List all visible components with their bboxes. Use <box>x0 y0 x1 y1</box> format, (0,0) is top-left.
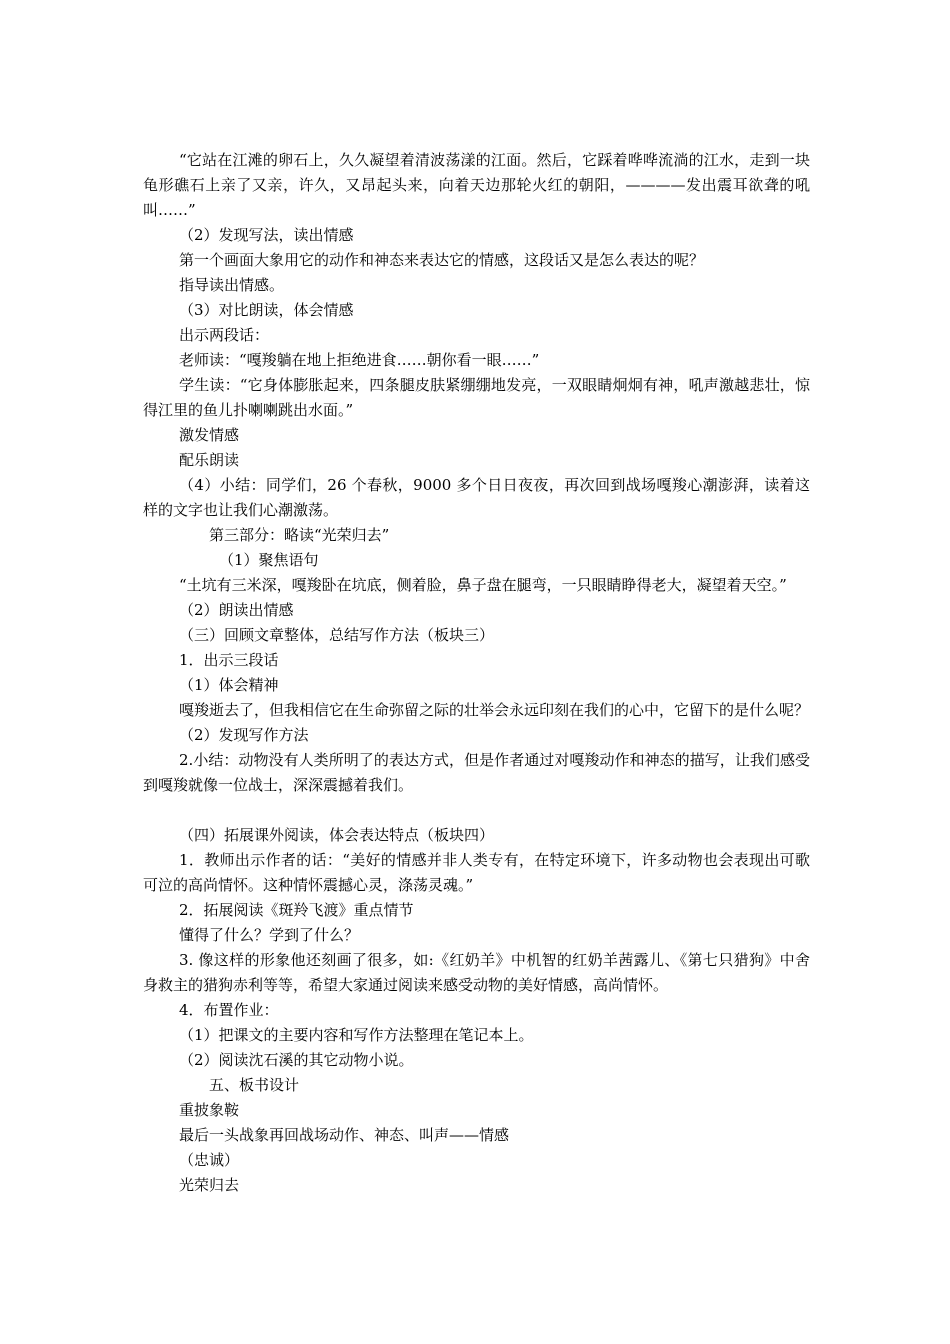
board-line: 光荣归去 <box>179 1176 240 1194</box>
blank-line <box>143 798 810 823</box>
paragraph: 学生读：“它身体膨胀起来，四条腿皮肤紧绷绷地发亮，一双眼睛炯炯有神，吼声激越悲壮，惊得江里的鱼儿扑喇喇跳出水面。” <box>143 376 810 419</box>
paragraph: （2）发现写作方法 <box>179 726 309 744</box>
paragraph: 2．拓展阅读《斑羚飞渡》重点情节 <box>179 901 414 919</box>
paragraph: 3. 像这样的形象他还刻画了很多，如:《红奶羊》中机智的红奶羊茜露儿、《第七只猎狗》中舍身救主的猎狗赤利等等，希望大家通过阅读来感受动物的美好情感，高尚情怀。 <box>143 951 810 994</box>
paragraph: 第一个画面大象用它的动作和神态来表达它的情感，这段话又是怎么表达的呢？ <box>179 251 705 269</box>
paragraph: 1．教师出示作者的话：“美好的情感并非人类专有，在特定环境下，许多动物也会表现出可歌可泣的高尚情怀。这种情怀震撼心灵，涤荡灵魂。” <box>143 851 810 894</box>
paragraph: （3）对比朗读，体会情感 <box>179 301 354 319</box>
board-line: （忠诚） <box>179 1151 240 1169</box>
paragraph: 激发情感 <box>179 426 240 444</box>
paragraph: 嘎羧逝去了，但我相信它在生命弥留之际的壮举会永远印刻在我们的心中，它留下的是什么呢？ <box>179 701 810 719</box>
paragraph: 配乐朗读 <box>179 451 240 469</box>
section-heading: 五、板书设计 <box>209 1076 300 1094</box>
section-heading: （三）回顾文章整体，总结写作方法（板块三） <box>179 626 495 644</box>
paragraph: 4．布置作业： <box>179 1001 279 1019</box>
section-heading: 第三部分：略读“光荣归去” <box>209 526 390 544</box>
board-line: 重披象鞍 <box>179 1101 240 1119</box>
paragraph: 1．出示三段话 <box>179 651 279 669</box>
paragraph: 出示两段话： <box>179 326 270 344</box>
section-heading: （四）拓展课外阅读，体会表达特点（板块四） <box>179 826 495 844</box>
document-body <box>143 148 810 1198</box>
board-line: 最后一头战象再回战场动作、神态、叫声——情感 <box>179 1126 510 1144</box>
paragraph: 指导读出情感。 <box>179 276 285 294</box>
paragraph: （2）发现写法，读出情感 <box>179 226 354 244</box>
paragraph: （2）朗读出情感 <box>179 601 294 619</box>
paragraph: 2.小结：动物没有人类所明了的表达方式，但是作者通过对嘎羧动作和神态的描写，让我们感受到嘎羧就像一位战士，深深震撼着我们。 <box>143 751 810 794</box>
paragraph: “土坑有三米深，嘎羧卧在坑底，侧着脸，鼻子盘在腿弯，一只眼睛睁得老大，凝望着天空。” <box>179 576 787 594</box>
paragraph: （1）把课文的主要内容和写作方法整理在笔记本上。 <box>179 1026 534 1044</box>
paragraph: （1）聚焦语句 <box>219 551 319 569</box>
paragraph: （2）阅读沈石溪的其它动物小说。 <box>179 1051 414 1069</box>
paragraph: （4）小结：同学们，26 个春秋，9000 多个日日夜夜，再次回到战场嘎羧心潮澎湃，读着这样的文字也让我们心潮激荡。 <box>143 476 810 519</box>
paragraph: “它站在江滩的卵石上，久久凝望着清波荡漾的江面。然后，它踩着哗哗流淌的江水，走到一块龟形礁石上亲了又亲，许久，又昂起头来，向着天边那轮火红的朝阳，————发出震耳欲聋的吼叫……” <box>143 151 810 219</box>
paragraph: 懂得了什么？学到了什么？ <box>179 926 360 944</box>
paragraph: （1）体会精神 <box>179 676 279 694</box>
paragraph: 老师读：“嘎羧躺在地上拒绝进食……朝你看一眼……” <box>179 351 540 369</box>
